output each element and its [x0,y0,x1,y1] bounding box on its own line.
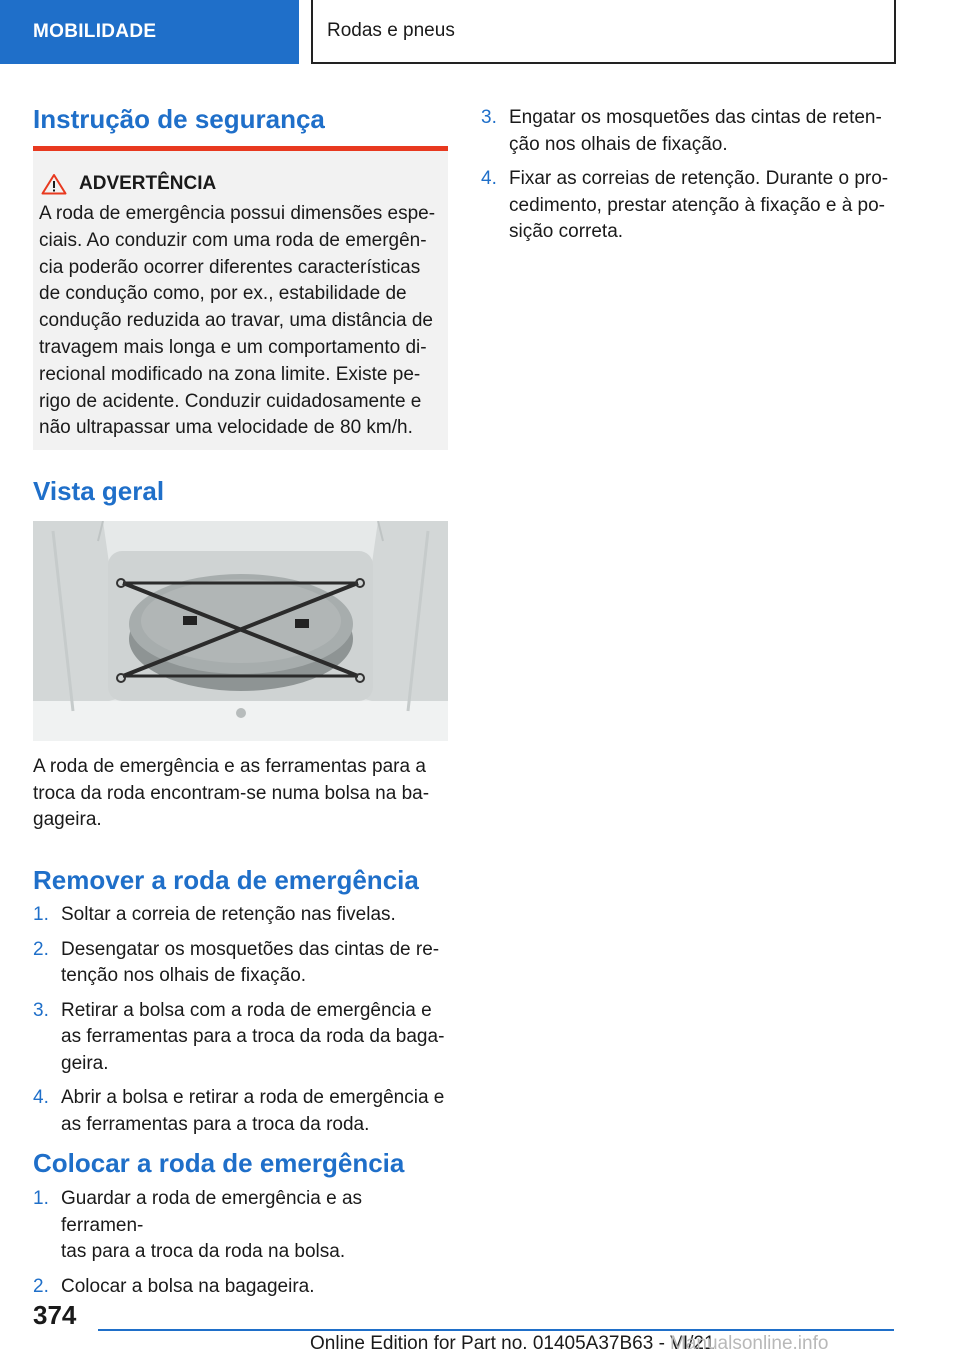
safety-heading: Instrução de segurança [33,104,325,134]
remove-heading: Remover a roda de emergência [33,865,419,895]
overview-heading: Vista geral [33,476,165,506]
step-line: Desengatar os mosquetões das cintas de re- [61,938,440,960]
step-line: Soltar a correia de retenção nas fivelas. [61,904,396,925]
step-line: Engatar os mosquetões das cintas de reten- [509,107,882,128]
list-item [33,902,448,929]
caption-line: troca da roda encontram-se numa bolsa na ba- [33,782,430,804]
spare-wheel-photo [33,521,448,741]
warning-box [33,146,448,450]
place-heading: Colocar a roda de emergência [33,1148,405,1178]
step-line: Fixar as correias de retenção. Durante o pro- [509,168,889,189]
warning-line: recional modificado na zona limite. Existe pe- [39,363,421,385]
step-number: 3. [481,107,497,128]
list-item [481,105,893,158]
warning-line: A roda de emergência possui dimensões espe- [39,203,436,224]
warning-header [39,173,442,195]
step-number: 2. [33,938,49,960]
step-number: 1. [33,904,49,925]
watermark: Manualsonline.info [670,1333,829,1354]
warning-text [39,201,442,442]
step-line: cedimento, prestar atenção à fixação e à po- [509,194,886,216]
step-line: as ferramentas para a troca da roda da baga- [61,1026,445,1047]
place-steps-right [481,105,893,254]
list-item [33,998,448,1078]
place-steps-left [33,1186,448,1308]
overview-caption [33,754,448,834]
list-item [481,166,893,246]
warning-line: rigo de acidente. Conduzir cuidadosamente e [39,390,422,412]
page-number: 374 [33,1300,77,1330]
step-line: ção nos olhais de fixação. [509,133,728,155]
caption-line: A roda de emergência e as ferramentas para a [33,756,426,777]
warning-line: não ultrapassar uma velocidade de 80 km/h. [39,417,413,439]
step-line: Retirar a bolsa com a roda de emergência e [61,999,432,1021]
step-line: as ferramentas para a troca da roda. [61,1113,370,1135]
step-line: Guardar a roda de emergência e as ferramen- [61,1188,363,1236]
step-line: Abrir a bolsa e retirar a roda de emergência e [61,1087,445,1108]
chapter-tab [311,0,896,64]
list-item [33,937,448,990]
chapter-label: Rodas e pneus [327,20,455,41]
warning-triangle-icon [41,173,67,195]
list-item [33,1186,448,1266]
list-item [33,1085,448,1138]
step-number: 1. [33,1188,49,1209]
step-line: geira. [61,1052,109,1074]
step-line: sição correta. [509,221,624,242]
remove-steps [33,902,448,1146]
list-item [33,1274,448,1301]
warning-line: travagem mais longa e um comportamento di- [39,336,427,358]
warning-line: de condução como, por ex., estabilidade de [39,283,407,305]
step-line: tas para a troca da roda na bolsa. [61,1241,346,1262]
section-tab [0,0,299,64]
section-label: MOBILIDADE [33,21,157,42]
warning-line: cia poderão ocorrer diferentes características [39,256,421,278]
step-line: tenção nos olhais de fixação. [61,965,307,986]
footer-divider [98,1329,894,1331]
step-number: 4. [481,168,497,189]
warning-line: condução reduzida ao travar, uma distância de [39,310,433,332]
step-number: 3. [33,999,49,1021]
step-number: 2. [33,1275,49,1297]
warning-title: ADVERTÊNCIA [79,173,217,194]
warning-line: ciais. Ao conduzir com uma roda de emergên- [39,229,427,251]
step-line: Colocar a bolsa na bagageira. [61,1275,315,1297]
step-number: 4. [33,1087,49,1108]
edition-text: Online Edition for Part no. 01405A37B63 - VI/21 [310,1333,715,1354]
caption-line: gageira. [33,809,102,830]
